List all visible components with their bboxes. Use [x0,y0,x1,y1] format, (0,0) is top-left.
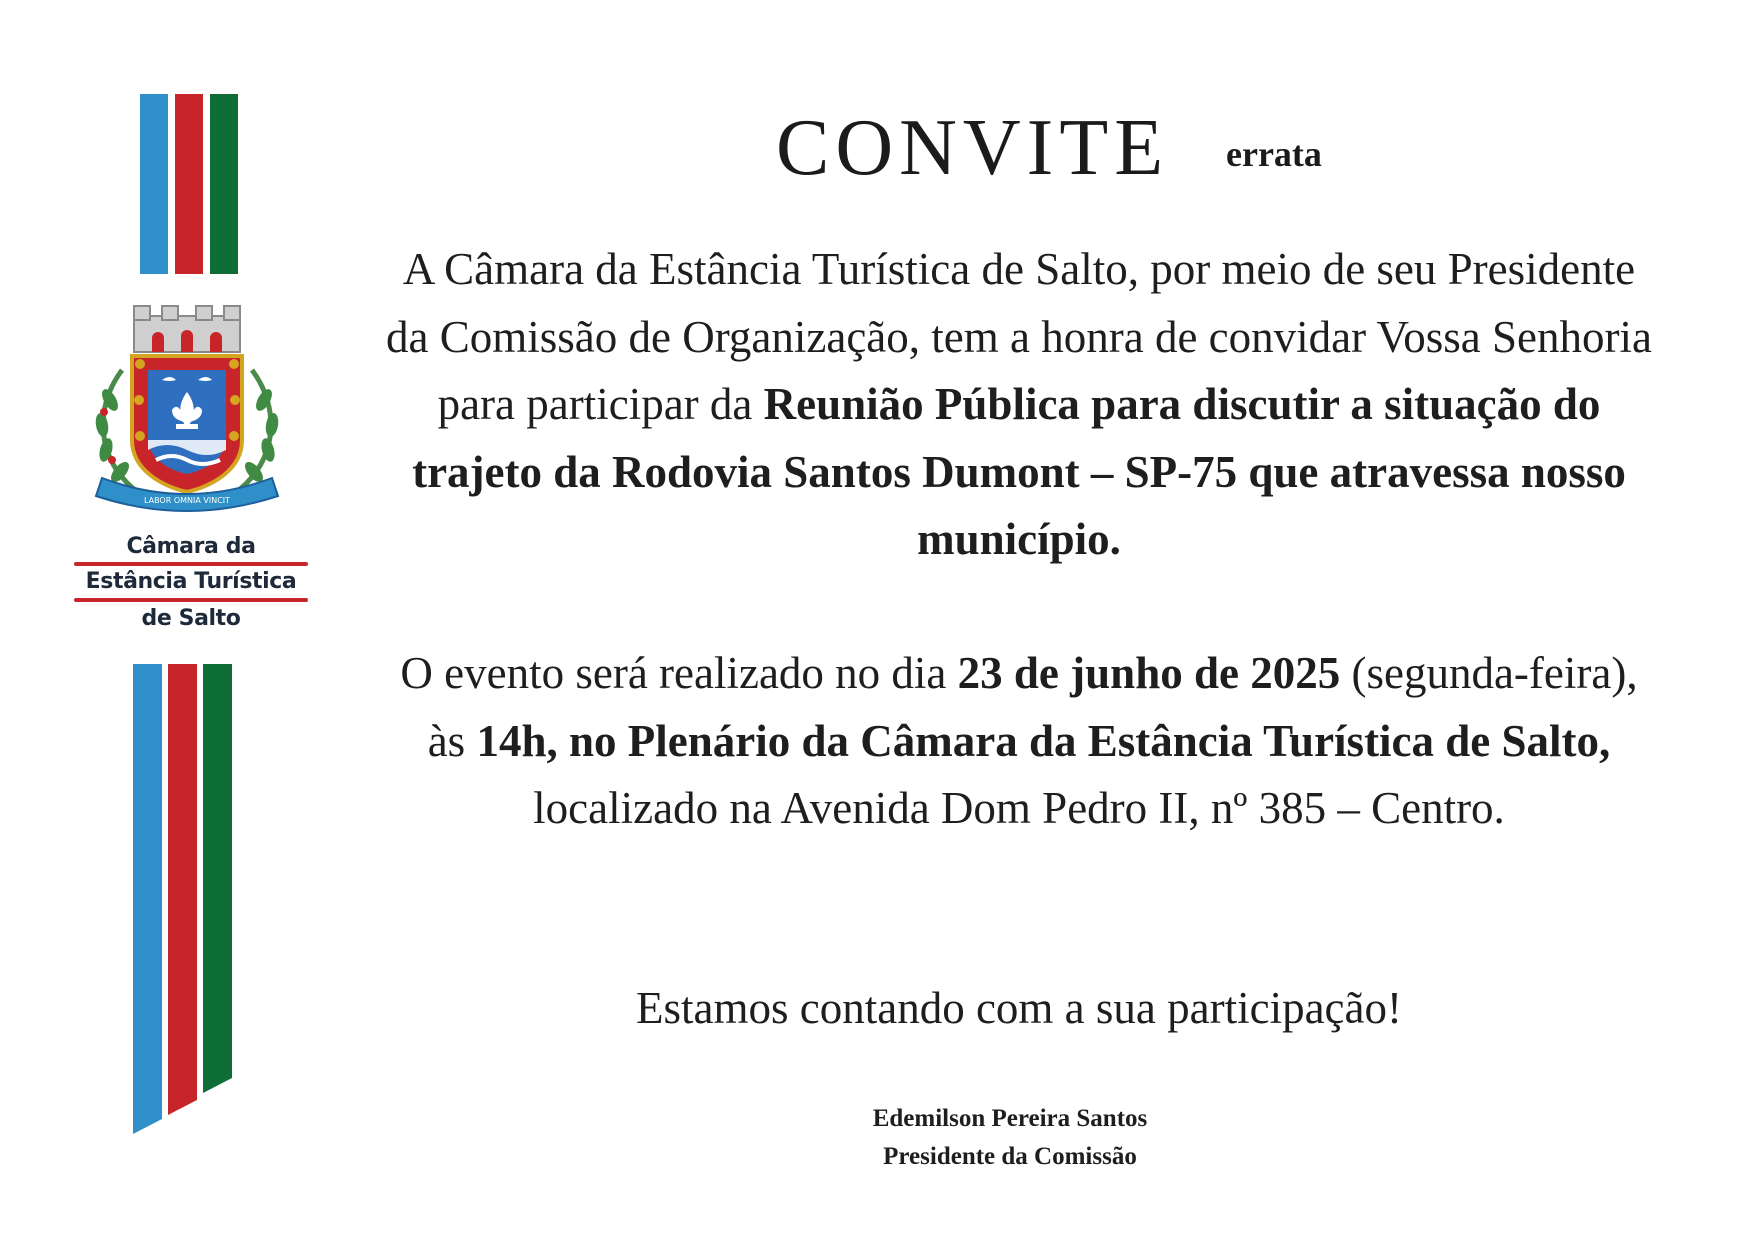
page-title: CONVITE [776,104,1170,192]
brand-line-2: Estância Turística [85,569,297,594]
event-intro-text: O evento será realizado no dia [400,648,958,698]
event-address: localizado na Avenida Dom Pedro II, nº 385 – Centro. [533,783,1505,833]
event-weekday-text: (segunda-feira), às [427,648,1638,766]
green-stripe [203,664,232,1093]
bottom-flag-stripes [133,664,233,1134]
event-date: 23 de junho de 2025 [957,648,1341,698]
institution-wordmark [74,532,308,632]
blue-stripe [133,664,162,1134]
invitation-text: A Câmara da Estância Turística de Salto, por meio de seu Presidente da Comissão de Organização, tem a honra de convidar Vossa Senhoria para participar da [386,244,1652,429]
signatory-role: Presidente da Comissão [883,1143,1137,1170]
top-flag-stripes [140,94,240,274]
signature-block [800,1100,1220,1176]
svg-text:LABOR OMNIA VINCIT: LABOR OMNIA VINCIT [143,496,231,505]
closing-text: Estamos contando com a sua participação! [636,983,1402,1033]
event-time-place: 14h, no Plenário da Câmara da Estância Turística de Salto, [476,715,1611,766]
invitation-paragraph [384,236,1654,574]
event-subject: Reunião Pública para discutir a situação do trajeto da Rodovia Santos Dumont – SP-75 que atravessa nosso município. [412,379,1626,564]
red-stripe [175,94,203,274]
green-stripe [210,94,238,274]
brand-line-3: de Salto [141,606,241,631]
blue-stripe [140,94,168,274]
coat-of-arms-icon [82,300,292,520]
errata-label: errata [1226,134,1322,174]
signatory-name: Edemilson Pereira Santos [872,1105,1148,1132]
closing-line [384,975,1654,1043]
brand-line-1: Câmara da [126,534,256,559]
event-details-paragraph [384,640,1654,843]
red-stripe [168,664,197,1115]
